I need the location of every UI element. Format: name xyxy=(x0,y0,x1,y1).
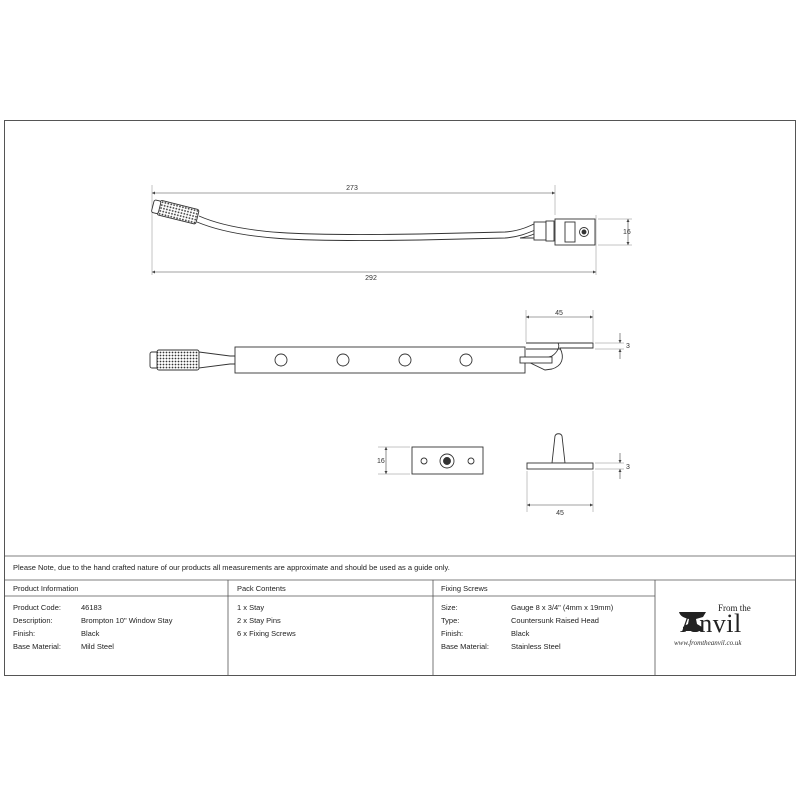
logo-url: www.fromtheanvil.co.uk xyxy=(674,639,742,647)
logo-name: Anvil xyxy=(680,609,742,638)
pack-item: 1 x Stay xyxy=(237,603,265,612)
finish-label: Finish: xyxy=(13,629,36,638)
svg-text:3: 3 xyxy=(626,343,630,350)
pin-view xyxy=(527,434,593,469)
pack-item: 2 x Stay Pins xyxy=(237,616,281,625)
stay-hole-4 xyxy=(460,354,472,366)
screw-material-label: Base Material: xyxy=(441,642,489,651)
svg-text:3: 3 xyxy=(626,464,630,471)
knurled-handle-side xyxy=(157,350,199,370)
svg-text:16: 16 xyxy=(623,229,631,236)
product-code-value: 46183 xyxy=(81,603,102,612)
from-the-anvil-logo xyxy=(670,603,790,653)
stay-hole-2 xyxy=(337,354,349,366)
plate-view xyxy=(412,447,483,474)
screw-material-value: Stainless Steel xyxy=(511,642,561,651)
dim-3-pin xyxy=(595,453,630,479)
screw-size-label: Size: xyxy=(441,603,458,612)
pack-item: 6 x Fixing Screws xyxy=(237,629,296,638)
stay-hole-1 xyxy=(275,354,287,366)
stay-side-view xyxy=(150,343,593,373)
svg-text:45: 45 xyxy=(556,510,564,517)
measurement-note: Please Note, due to the hand crafted nature of our products all measurements are approximate and should be used as a guide only. xyxy=(13,563,450,572)
stay-top-view xyxy=(151,185,596,275)
dim-45-pin xyxy=(527,471,593,517)
screw-finish-label: Finish: xyxy=(441,629,464,638)
screw-type-value: Countersunk Raised Head xyxy=(511,616,599,625)
dim-16-plate xyxy=(377,447,410,474)
svg-text:273: 273 xyxy=(346,185,358,192)
finish-value: Black xyxy=(81,629,100,638)
description-value: Brompton 10" Window Stay xyxy=(81,616,173,625)
pack-contents-title: Pack Contents xyxy=(237,584,286,593)
product-info-title: Product Information xyxy=(13,584,79,593)
svg-text:16: 16 xyxy=(377,458,385,465)
dim-16-top xyxy=(598,219,632,245)
dim-45-mid xyxy=(526,310,593,342)
base-material-label: Base Material: xyxy=(13,642,61,651)
product-code-label: Product Code: xyxy=(13,603,61,612)
logo-from-the: From the xyxy=(718,603,751,613)
screw-size-value: Gauge 8 x 3/4" (4mm x 19mm) xyxy=(511,603,614,612)
dim-3-mid xyxy=(595,333,630,359)
stay-hole-3 xyxy=(399,354,411,366)
svg-text:45: 45 xyxy=(555,310,563,317)
description-label: Description: xyxy=(13,616,53,625)
dim-273 xyxy=(152,185,555,193)
svg-text:292: 292 xyxy=(365,275,377,282)
base-material-value: Mild Steel xyxy=(81,642,114,651)
fixing-screws-title: Fixing Screws xyxy=(441,584,488,593)
dim-292 xyxy=(152,272,596,282)
screw-type-label: Type: xyxy=(441,616,460,625)
screw-finish-value: Black xyxy=(511,629,530,638)
knurled-handle xyxy=(157,200,199,224)
